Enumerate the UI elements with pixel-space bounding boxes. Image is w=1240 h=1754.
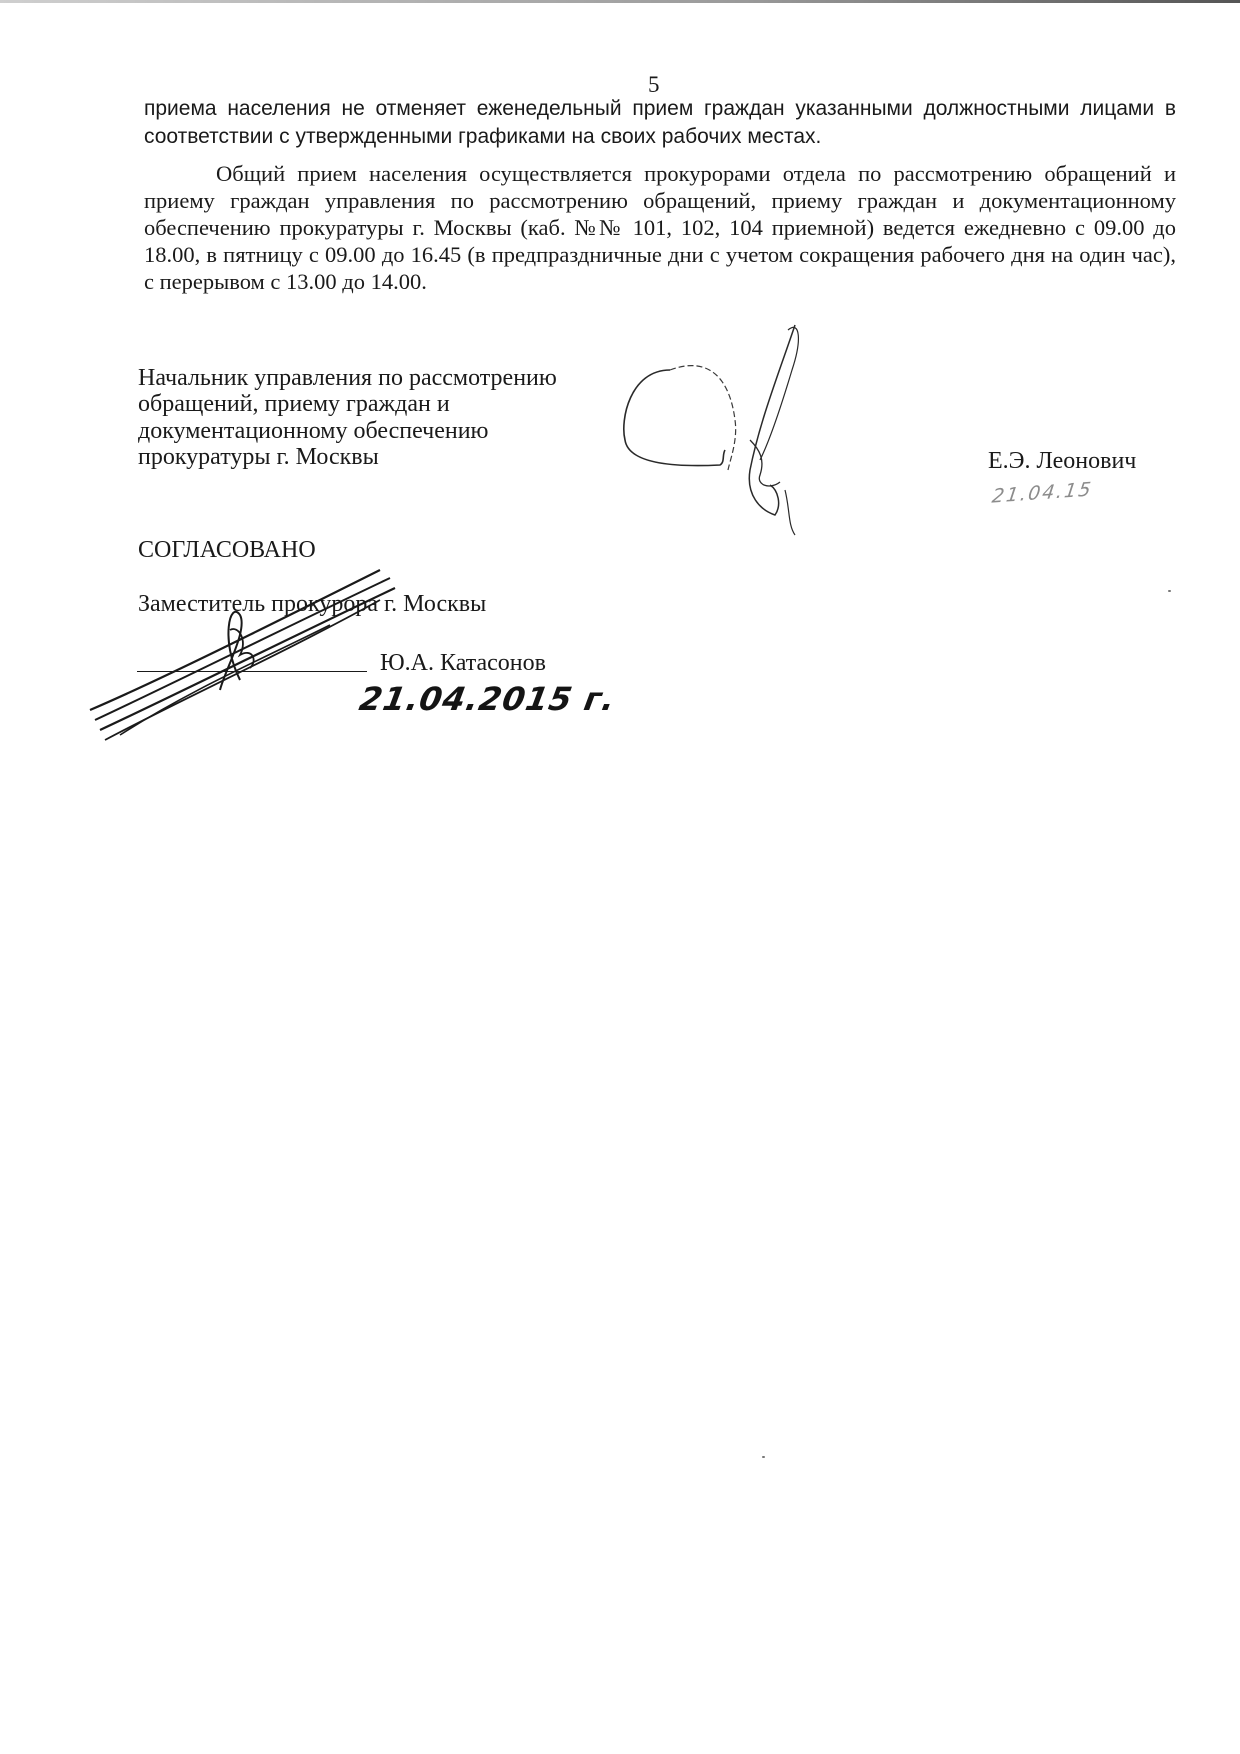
approver-name: Ю.А. Катасонов: [380, 650, 546, 676]
signatory-title-line: Начальник управления по рассмотрению: [138, 365, 557, 391]
signatory-name: Е.Э. Леонович: [988, 448, 1137, 474]
paragraph-continued: приема населения не отменяет еженедельный прием граждан указанными должностными лицами в соответствии с утвержденными графиками на своих рабочих местах.: [144, 97, 1176, 148]
scan-top-edge: [0, 0, 1240, 3]
handwritten-date-2: 21.04.2015 г.: [356, 680, 619, 718]
signatory-title-line: прокуратуры г. Москвы: [138, 444, 379, 471]
signature-katasonov-icon: [80, 560, 420, 750]
signatory-title-line: документационному обеспечению: [138, 417, 489, 444]
signatory-title-line: обращений, приему граждан и: [138, 391, 450, 418]
page-number: 5: [648, 72, 660, 97]
signature-leonovich-icon: [610, 310, 840, 540]
signatory-title: [138, 365, 557, 471]
scan-speck: [762, 1456, 765, 1458]
approver-title: Заместитель прокурора г. Москвы: [138, 591, 487, 617]
paragraph-reception-hours: Общий прием населения осуществляется прокурорами отдела по рассмотрению обращений и приему граждан управления по рассмотрению обращений, приему граждан и документационному обеспечению прокуратуры г. Москвы (каб. №№ 101, 102, 104 приемной) ведется ежедневно с 09.00 до 18.00, в пятницу с 09.00 до 16.45 (в предпраздничные дни с учетом сокращения рабочего дня на один час), с перерывом с 13.00 до 14.00.: [144, 161, 1176, 294]
scan-speck: [1168, 590, 1171, 592]
signature-line: [137, 671, 367, 672]
handwritten-date-1: 21.04.15: [990, 478, 1095, 508]
approval-label: СОГЛАСОВАНО: [138, 537, 316, 563]
